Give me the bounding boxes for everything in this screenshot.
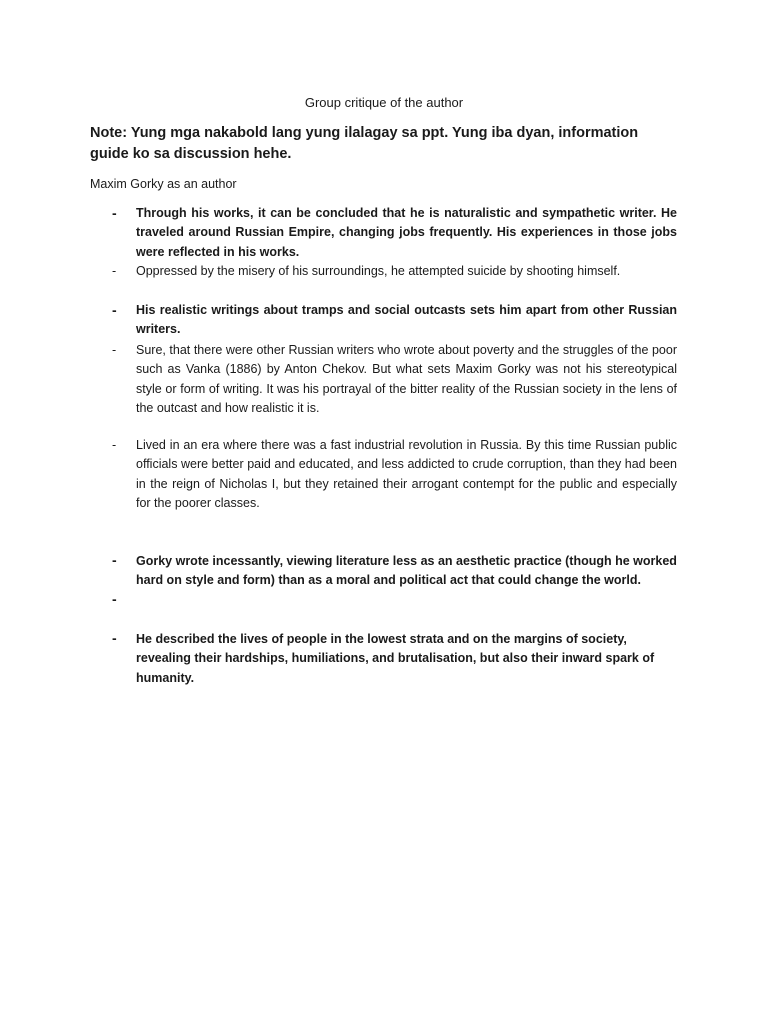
- bullet-dash: -: [112, 302, 117, 318]
- list-item: Gorky wrote incessantly, viewing literature less as an aesthetic practice (though he worked hard on style and form) than as a moral and political act that could change the world.: [136, 554, 677, 588]
- section-heading: Maxim Gorky as an author: [90, 177, 237, 191]
- note-paragraph: Note: Yung mga nakabold lang yung ilalagay sa ppt. Yung iba dyan, information guide ko sa discussion hehe.: [90, 125, 639, 162]
- list-item: He described the lives of people in the lowest strata and on the margins of society, revealing their hardships, humiliations, and brutalisation, but also their inward spark of humanity.: [136, 632, 655, 685]
- bullet-dash: -: [112, 591, 117, 607]
- bullet-dash: -: [112, 343, 117, 357]
- bullet-dash: -: [112, 438, 117, 452]
- bullet-dash: -: [112, 552, 117, 568]
- document-title: Group critique of the author: [304, 95, 464, 110]
- bullet-dash: -: [112, 630, 117, 646]
- list-item: His realistic writings about tramps and social outcasts sets him apart from other Russian writers.: [136, 303, 677, 337]
- list-item: Sure, that there were other Russian writers who wrote about poverty and the struggles of the poor such as Vanka (1886) by Anton Chekov. But what sets Maxim Gorky was not his stereotypical style or form of writing. It was his portrayal of the bitter reality of the Russian society in the lens of the outcast and how realistic it is.: [136, 343, 677, 415]
- bullet-dash: -: [112, 205, 117, 221]
- list-item: Through his works, it can be concluded that he is naturalistic and sympathetic writer. He traveled around Russian Empire, changing jobs frequently. His experiences in those jobs were reflected in his works.: [136, 206, 677, 259]
- list-item: Oppressed by the misery of his surroundings, he attempted suicide by shooting himself.: [136, 264, 621, 278]
- bullet-dash: -: [112, 264, 117, 278]
- list-item: Lived in an era where there was a fast industrial revolution in Russia. By this time Russian public officials were better paid and educated, and less addicted to crude corruption, than they had been in the reign of Nicholas I, but they retained their arrogant contempt for the public and especially for the poorer classes.: [136, 438, 677, 510]
